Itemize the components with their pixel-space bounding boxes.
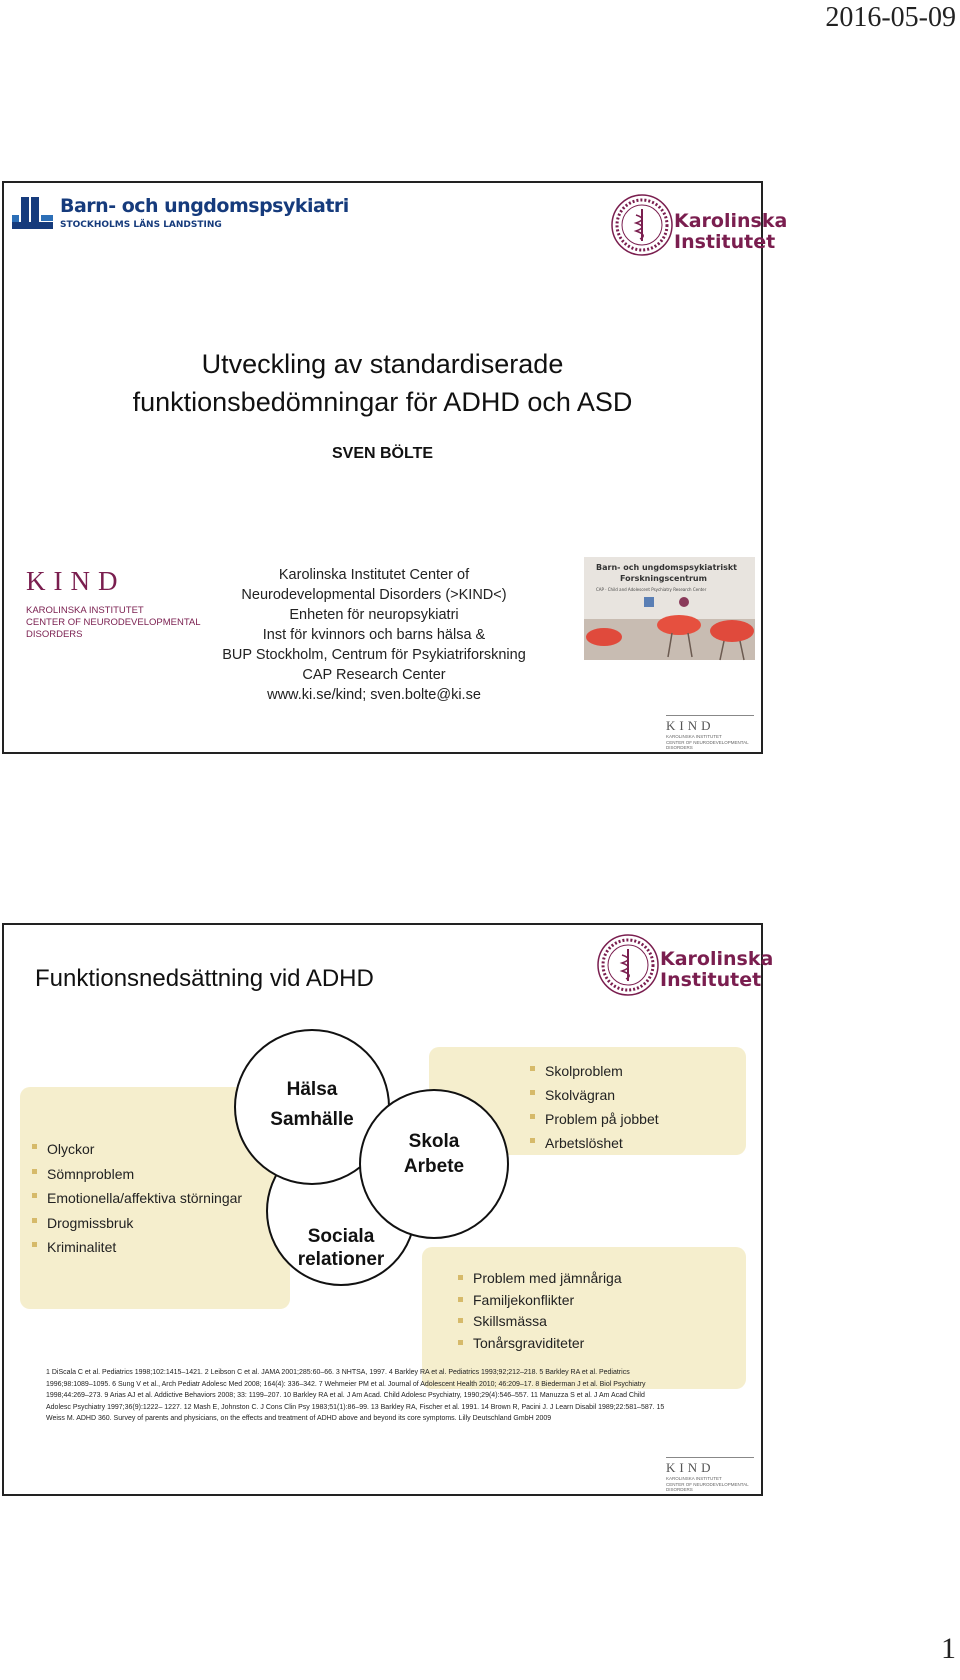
kind-logo bbox=[26, 566, 201, 641]
bup-logo-icon bbox=[12, 195, 54, 231]
research-center-photo bbox=[584, 557, 755, 660]
kind-sub-line-1: KAROLINSKA INSTITUTET bbox=[26, 605, 144, 616]
bup-logo-name: Barn- och ungdomspsykiatri bbox=[60, 195, 349, 217]
list-item: Sömnproblem bbox=[32, 1162, 242, 1187]
print-date: 2016-05-09 bbox=[825, 2, 956, 33]
circle-health-line-1: Hälsa bbox=[286, 1079, 338, 1100]
ki-logo bbox=[596, 933, 774, 1013]
center-info-line: www.ki.se/kind; sven.bolte@ki.se bbox=[267, 687, 481, 703]
footer-kind-logo bbox=[666, 1457, 754, 1493]
kind-sub-line-3: DISORDERS bbox=[26, 629, 83, 640]
kind-logo-subtitle bbox=[26, 605, 201, 641]
photo-sign-line-1: Barn- och ungdomspsykiatriskt bbox=[596, 563, 737, 572]
circle-school-line-1: Skola bbox=[408, 1131, 460, 1152]
list-item: Arbetslöshet bbox=[530, 1131, 659, 1155]
list-item: Skolvägran bbox=[530, 1083, 659, 1107]
circle-health-line-2: Samhälle bbox=[270, 1109, 354, 1130]
ki-seal-icon bbox=[596, 933, 660, 997]
ki-logo-line2: Institutet bbox=[674, 231, 776, 253]
center-info-line: Inst för kvinnors och barns hälsa & bbox=[262, 627, 486, 643]
list-social bbox=[458, 1268, 622, 1354]
list-item: Emotionella/affektiva störningar bbox=[32, 1186, 242, 1211]
bup-logo bbox=[12, 193, 349, 237]
footer-sub-line-3: DISORDERS bbox=[666, 1487, 693, 1492]
reference-line: Adolesc Psychiatry 1997;36(9):1222– 1227. 12 Mash E, Johnston C. J Cons Clin Psy 1983;51(1):86–99. 13 Barkley RA, Fischer et al. 1991. 14 Brown R, Pacini J. J Learn Disabil 1989;22:581–587. 15 bbox=[46, 1403, 665, 1411]
footer-sub-line-2: CENTER OF NEURODEVELOPMENTAL bbox=[666, 739, 749, 745]
list-item: Problem med jämnåriga bbox=[458, 1268, 622, 1290]
ki-logo bbox=[610, 193, 788, 273]
center-info-line: CAP Research Center bbox=[302, 667, 446, 683]
list-health bbox=[32, 1137, 242, 1260]
list-item: Skillsmässa bbox=[458, 1311, 622, 1333]
center-info-line: Neurodevelopmental Disorders (>KIND<) bbox=[241, 587, 507, 603]
page-number: 1 bbox=[941, 1632, 956, 1665]
slide-title bbox=[2, 181, 788, 754]
ki-logo-line2: Institutet bbox=[660, 969, 762, 991]
reference-line: 1996;98:1089–1095. 6 Sung V et al., Arch Pediatr Adolesc Med 2008; 164(4): 336–342. 7 Wehmeier PM et al. Journal of Adolescent Health 2010; 46:209–17. 8 Biederman J et al. Biol Psychiatry bbox=[46, 1380, 646, 1388]
kind-sub-line-2: CENTER OF NEURODEVELOPMENTAL bbox=[26, 617, 201, 628]
footer-sub-line-3: DISORDERS bbox=[666, 745, 693, 750]
author-name: SVEN BÖLTE bbox=[331, 445, 434, 462]
bup-logo-sub: STOCKHOLMS LÄNS LANDSTING bbox=[60, 220, 222, 230]
reference-line: 1998;44:269–273. 9 Arias AJ et al. Addictive Behaviors 2008; 33: 1199–207. 10 Barkley RA et al. J Am Acad. Child Adolesc Psychiatry, 1990;29(4):546–557. 11 Manuzza S et al. J Am Acad Child bbox=[46, 1392, 645, 1399]
circle-social-line-1: Sociala bbox=[307, 1226, 375, 1247]
reference-line: Weiss M. ADHD 360. Survey of parents and physicians, on the effects and treatment of ADHD above and beyond its core symptoms. Lilly Deutschland GmbH 2009 bbox=[46, 1415, 552, 1422]
footer-kind-sub bbox=[666, 1476, 754, 1493]
footer-sub-line-1: KAROLINSKA INSTITUTET bbox=[666, 1476, 722, 1481]
footer-kind-word: KIND bbox=[666, 718, 715, 733]
footer-sub-line-2: CENTER OF NEURODEVELOPMENTAL bbox=[666, 1481, 749, 1487]
circle-health-label bbox=[234, 1075, 390, 1135]
slide-title-text bbox=[4, 345, 761, 421]
list-item: Familjekonflikter bbox=[458, 1290, 622, 1312]
footer-kind-logo bbox=[666, 715, 754, 751]
references bbox=[46, 1367, 736, 1425]
list-item: Olyckor bbox=[32, 1137, 242, 1162]
list-school bbox=[530, 1059, 659, 1155]
footer-logo-rule bbox=[666, 715, 754, 716]
photo-sign-line-2: Forskningscentrum bbox=[620, 574, 707, 583]
circle-social-label bbox=[266, 1225, 416, 1271]
circle-social-line-2: relationer bbox=[297, 1249, 385, 1270]
list-item: Problem på jobbet bbox=[530, 1107, 659, 1131]
footer-kind-sub bbox=[666, 734, 754, 751]
ki-logo-line1: Karolinska bbox=[660, 948, 774, 970]
center-info-line: BUP Stockholm, Centrum för Psykiatriforskning bbox=[222, 647, 526, 663]
circle-school-line-2: Arbete bbox=[403, 1156, 465, 1177]
list-item: Tonårsgraviditeter bbox=[458, 1333, 622, 1355]
photo-sign-line-3: CAP · Child and Adolescent Psychiatry Research Center bbox=[596, 587, 707, 592]
ki-seal-icon bbox=[610, 193, 674, 257]
slide-adhd-impairment bbox=[2, 923, 774, 1496]
footer-kind-word: KIND bbox=[666, 1460, 715, 1475]
center-info-line: Enheten för neuropsykiatri bbox=[289, 607, 459, 623]
list-item: Skolproblem bbox=[530, 1059, 659, 1083]
footer-sub-line-1: KAROLINSKA INSTITUTET bbox=[666, 734, 722, 739]
title-line-2: funktionsbedömningar för ADHD och ASD bbox=[132, 387, 633, 417]
circle-school-label bbox=[359, 1129, 509, 1179]
list-item: Drogmissbruk bbox=[32, 1211, 242, 1236]
center-info bbox=[194, 565, 554, 705]
title-line-1: Utveckling av standardiserade bbox=[201, 349, 564, 379]
list-item: Kriminalitet bbox=[32, 1235, 242, 1260]
center-info-line: Karolinska Institutet Center of bbox=[278, 567, 470, 583]
ki-logo-line1: Karolinska bbox=[674, 210, 788, 232]
footer-logo-rule bbox=[666, 1457, 754, 1458]
reference-line: 1 DiScala C et al. Pediatrics 1998;102:1415–1421. 2 Leibson C et al. JAMA 2001;285:60–66. 3 NHTSA, 1997. 4 Barkley RA et al. Pediatrics 1993;92;212–218. 5 Barkley RA et al. Pediatrics bbox=[46, 1369, 630, 1376]
kind-logo-word: KIND bbox=[26, 566, 126, 596]
slide2-title: Funktionsnedsättning vid ADHD bbox=[35, 965, 374, 992]
